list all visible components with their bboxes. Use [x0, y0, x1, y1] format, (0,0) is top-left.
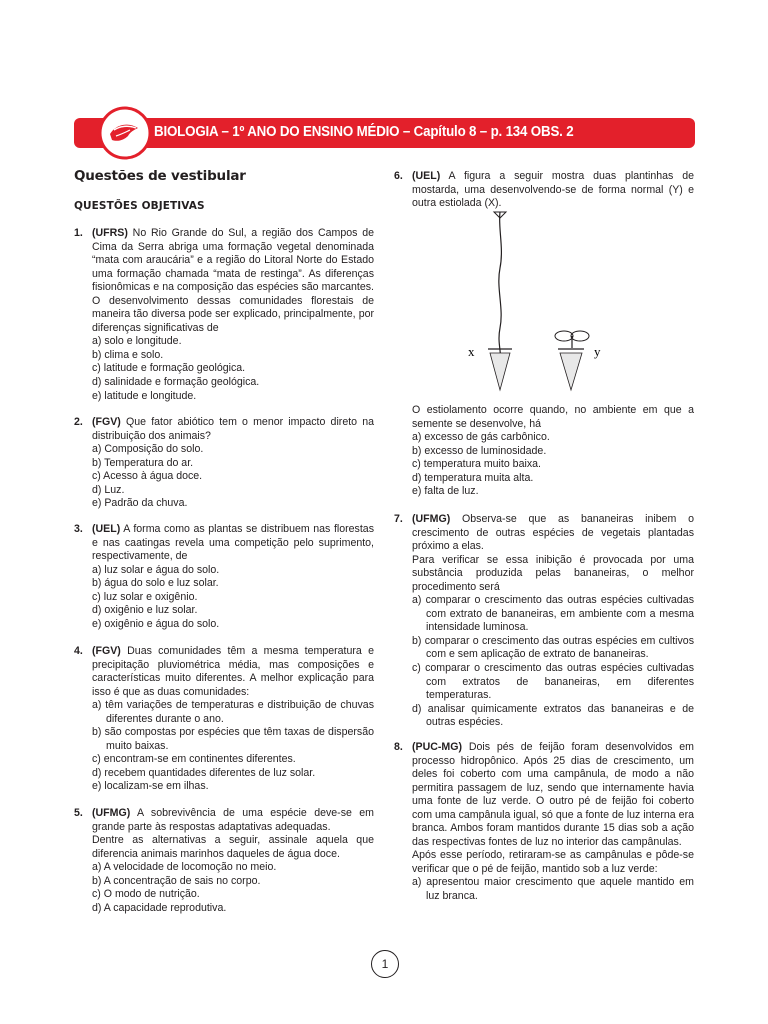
- question-6-continued: O estiolamento ocorre quando, no ambiente em que a semente se desenvolve, há a) excesso de gás carbônico. b) excesso de luminosidade. c) temperatura muito baixa. d) temperatura muita alta. e) falta de luz.: [412, 404, 694, 498]
- question-7: 7. (UFMG) Observa-se que as bananeiras inibem o crescimento de outras espécies de vegetais plantadas próximo a elas. Para verificar se essa inibição é provocada por uma substância produzida pelas bananeiras, o melhor procedimento será a) comparar o crescimento das outras espécies cultivadas com extrato de bananeiras, em ambiente com a mesma intensidade luminosa. b) comparar o crescimento das outras espécies em cultivos com e sem aplicação de extrato de bananeiras. c) comparar o crescimento das outras espécies cultivadas com extratos de bananeiras, em diferentes temperaturas. d) analisar quimicamente extratos das bananeiras e de outras espécies.: [394, 513, 694, 729]
- question-3: 3. (UEL) A forma como as plantas se distribuem nas florestas e nas caatingas revela uma competição pelo suprimento, respectivamente, de a) luz solar e água do solo. b) água do solo e luz solar. c) luz solar e oxigênio. d) oxigênio e luz solar. e) oxigênio e água do solo.: [74, 523, 374, 630]
- question-4: 4. (FGV) Duas comunidades têm a mesma temperatura e precipitação pluviométrica média, mas composições e características muito diferentes. A melhor explicação para isso é que as duas comunidades: a) têm variações de temperaturas e distribuição de chuvas diferentes durante o ano. b) são compostas por espécies que têm taxas de dispersão muito baixas. c) encontram-se em continentes diferentes. d) recebem quantidades diferentes de luz solar. e) localizam-se em ilhas.: [74, 645, 374, 793]
- subsection-title: QUESTÕES OBJETIVAS: [74, 200, 205, 212]
- question-1: 1. (UFRS) No Rio Grande do Sul, a região dos Campos de Cima da Serra abriga uma formação vegetal denominada “mata com araucária” e a região do Litoral Norte do Estado uma formação chamada “mata de restinga”. As diferenças fisionômicas e na composição das espécies são marcantes. O desenvolvimento dessas comunidades florestais de maneira tão diversa pode ser explicado, principalmente, por diferenças significativas de a) solo e longitude. b) clima e solo. c) latitude e formação geológica. d) salinidade e formação geológica. e) latitude e longitude.: [74, 227, 374, 402]
- page-number: 1: [371, 950, 399, 978]
- question-8: 8. (PUC-MG) Dois pés de feijão foram desenvolvidos em processo hidropônico. Após 25 dias de crescimento, um deles foi coberto com uma campânula, de modo a não permitira passagem de luz, sendo que internamente havia uma fonte de luz verde. O outro pé de feijão foi coberto com uma campânula igual, só que a fonte de luz interna era branca. Ambos foram mantidos durante 15 dias sob a ação das respectivas fontes de luz no interior das campânulas. Após esse período, retiraram-se as campânulas e pôde-se verificar que o pé de feijão, mantido sob a luz verde: a) apresentou maior crescimento que aquele mantido em luz branca.: [394, 741, 694, 903]
- section-title: Questões de vestibular: [74, 168, 246, 184]
- question-2: 2. (FGV) Que fator abiótico tem o menor impacto direto na distribuição dos animais? a) Composição do solo. b) Temperatura do ar. c) Acesso à água doce. d) Luz. e) Padrão da chuva.: [74, 416, 374, 510]
- seedlings-figure: [460, 208, 620, 398]
- label-y: y: [594, 344, 601, 359]
- etiolated-stem: [499, 212, 502, 360]
- question-6: 6. (UEL) A figura a seguir mostra duas plantinhas de mostarda, uma desenvolvendo-se de forma normal (Y) e outra estiolada (X).: [394, 170, 694, 210]
- chapter-banner: [74, 118, 695, 148]
- label-x: x: [468, 344, 475, 359]
- chapter-title: BIOLOGIA – 1º ANO DO ENSINO MÉDIO – Capítulo 8 – p. 134 OBS. 2: [154, 124, 574, 140]
- question-5: 5. (UFMG) A sobrevivência de uma espécie deve-se em grande parte às respostas adaptativas adequadas. Dentre as alternativas a seguir, assinale aquela que diferencia animais marinhos daqueles de água doce. a) A velocidade de locomoção no meio. b) A concentração de sais no corpo. c) O modo de nutrição. d) A capacidade reprodutiva.: [74, 807, 374, 914]
- hand-logo-icon: [98, 106, 152, 160]
